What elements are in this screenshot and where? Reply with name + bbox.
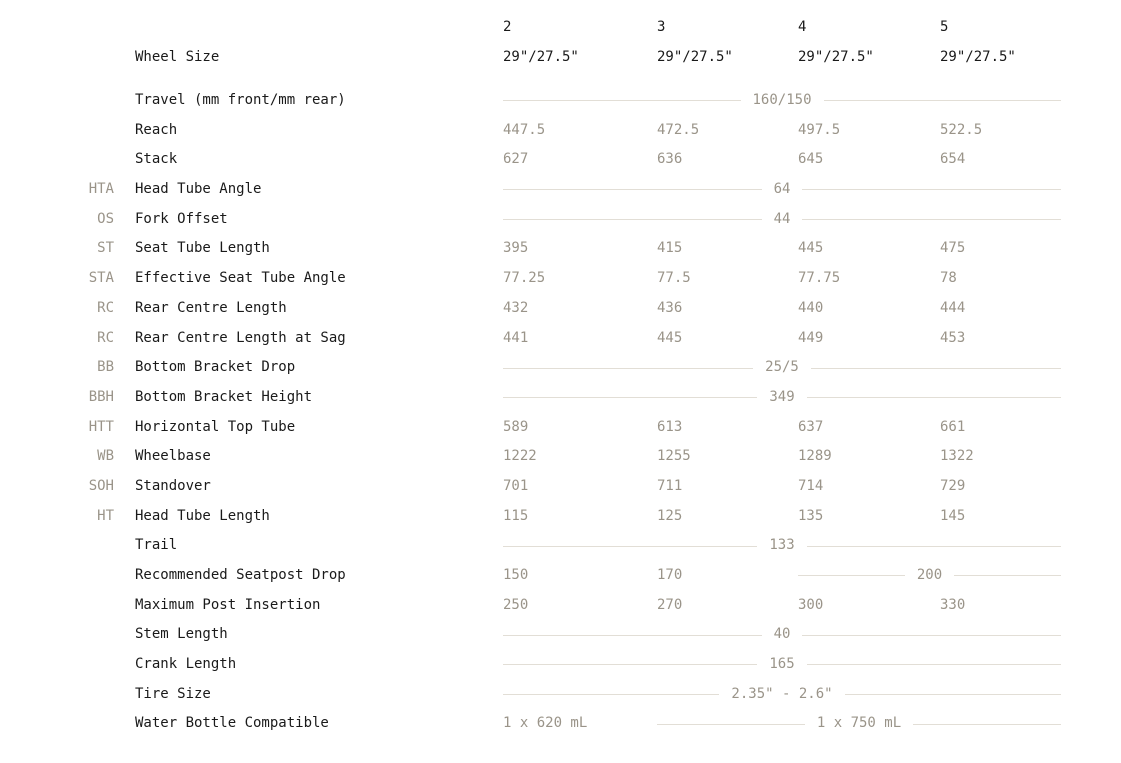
row-value: 170 (657, 567, 683, 583)
row-label: Bottom Bracket Height (135, 388, 313, 405)
table-row (0, 650, 1121, 680)
row-value: 436 (657, 299, 683, 316)
table-row (0, 680, 1121, 710)
row-value: 270 (657, 596, 683, 613)
table-row (0, 591, 1121, 621)
table-row (0, 620, 1121, 650)
spanned-value (503, 205, 1061, 235)
table-row (0, 442, 1121, 472)
size-header-cell: 5 (940, 19, 949, 35)
spanned-value (503, 620, 1061, 650)
row-value: 330 (940, 596, 966, 613)
row-value: 627 (503, 151, 529, 168)
row-value: 150 (503, 567, 529, 583)
row-label: Tire Size (135, 685, 211, 702)
row-label: Horizontal Top Tube (135, 418, 296, 435)
row-abbreviation: RC (97, 299, 114, 316)
row-label: Trail (135, 537, 178, 554)
row-value: 125 (657, 507, 683, 524)
row-label: Water Bottle Compatible (135, 715, 329, 732)
spanned-value-text: 200 (916, 567, 943, 583)
table-row (0, 561, 1121, 591)
spanned-value (503, 531, 1061, 561)
row-value: 415 (657, 240, 683, 257)
spanned-value-text: 44 (773, 210, 791, 227)
row-value: 445 (657, 329, 683, 346)
row-value: 636 (657, 151, 683, 168)
spanned-value-text: 25/5 (765, 359, 799, 376)
spanned-value-text: 133 (769, 537, 795, 554)
row-abbreviation: HTT (88, 418, 114, 435)
spanned-value (798, 561, 1061, 591)
row-value: 449 (798, 329, 824, 346)
row-label: Wheel Size (135, 49, 220, 65)
table-row (0, 353, 1121, 383)
row-label: Stem Length (135, 626, 228, 643)
table-row (0, 116, 1121, 146)
size-header-cell: 3 (657, 19, 666, 35)
spanned-value (503, 86, 1061, 116)
spanned-value-text: 165 (769, 656, 795, 673)
row-label: Stack (135, 151, 178, 168)
spanned-value (657, 709, 1061, 739)
row-value: 729 (940, 477, 966, 494)
row-value: 432 (503, 299, 529, 316)
row-value: 444 (940, 299, 966, 316)
row-value: 453 (940, 329, 966, 346)
row-value: 395 (503, 240, 529, 257)
row-label: Head Tube Angle (135, 181, 262, 198)
row-value: 654 (940, 151, 966, 168)
spanned-value-text: 349 (769, 388, 795, 405)
row-abbreviation: BB (97, 359, 114, 376)
row-value: 701 (503, 477, 529, 494)
row-value: 77.5 (657, 270, 691, 287)
row-abbreviation: OS (97, 210, 114, 227)
row-value: 447.5 (503, 121, 546, 138)
wheel-size-row (0, 42, 1121, 86)
table-row (0, 175, 1121, 205)
row-value: 589 (503, 418, 529, 435)
row-value: 77.25 (503, 270, 546, 287)
row-label: Recommended Seatpost Drop (135, 567, 346, 583)
row-label: Travel (mm front/mm rear) (135, 92, 346, 108)
row-value: 1 x 620 mL (503, 715, 588, 732)
row-label: Effective Seat Tube Angle (135, 270, 346, 287)
row-value: 1255 (657, 448, 691, 465)
row-label: Seat Tube Length (135, 240, 270, 257)
row-value: 445 (798, 240, 824, 257)
spanned-value-text: 2.35" - 2.6" (731, 685, 833, 702)
row-value: 300 (798, 596, 824, 613)
table-row (0, 294, 1121, 324)
row-value: 135 (798, 507, 824, 524)
table-row (0, 86, 1121, 116)
row-abbreviation: HT (97, 507, 114, 524)
table-row (0, 205, 1121, 235)
row-value: 472.5 (657, 121, 700, 138)
row-value: 77.75 (798, 270, 841, 287)
row-value: 29"/27.5" (657, 49, 733, 65)
row-value: 522.5 (940, 121, 983, 138)
table-row (0, 709, 1121, 739)
size-header-row (0, 12, 1121, 42)
row-value: 145 (940, 507, 966, 524)
row-label: Reach (135, 121, 178, 138)
row-value: 440 (798, 299, 824, 316)
spanned-value (503, 650, 1061, 680)
row-abbreviation: STA (88, 270, 114, 287)
row-label: Rear Centre Length at Sag (135, 329, 346, 346)
row-label: Standover (135, 477, 211, 494)
size-header-cell: 2 (503, 19, 512, 35)
row-label: Fork Offset (135, 210, 228, 227)
row-value: 29"/27.5" (503, 49, 579, 65)
table-row (0, 324, 1121, 354)
size-header-cell: 4 (798, 19, 807, 35)
spanned-value (503, 175, 1061, 205)
table-row (0, 502, 1121, 532)
row-value: 645 (798, 151, 824, 168)
table-row (0, 145, 1121, 175)
geometry-table (0, 12, 1121, 739)
table-row (0, 531, 1121, 561)
row-value: 441 (503, 329, 529, 346)
row-value: 613 (657, 418, 683, 435)
spanned-value-text: 40 (773, 626, 791, 643)
row-value: 78 (940, 270, 957, 287)
row-abbreviation: WB (97, 448, 114, 465)
row-value: 29"/27.5" (940, 49, 1016, 65)
row-abbreviation: SOH (88, 477, 114, 494)
row-label: Head Tube Length (135, 507, 270, 524)
row-value: 250 (503, 596, 529, 613)
row-value: 1222 (503, 448, 537, 465)
row-label: Crank Length (135, 656, 237, 673)
row-value: 1289 (798, 448, 832, 465)
spanned-value (503, 353, 1061, 383)
row-label: Wheelbase (135, 448, 211, 465)
spanned-value-text: 64 (773, 181, 791, 198)
table-row (0, 264, 1121, 294)
row-label: Maximum Post Insertion (135, 596, 321, 613)
row-value: 475 (940, 240, 966, 257)
row-value: 661 (940, 418, 966, 435)
table-row (0, 383, 1121, 413)
row-abbreviation: ST (97, 240, 114, 257)
row-label: Rear Centre Length (135, 299, 287, 316)
row-value: 711 (657, 477, 683, 494)
spanned-value-text: 160/150 (752, 92, 812, 108)
row-abbreviation: HTA (88, 181, 114, 198)
row-value: 29"/27.5" (798, 49, 874, 65)
row-value: 115 (503, 507, 529, 524)
table-row (0, 413, 1121, 443)
row-label: Bottom Bracket Drop (135, 359, 296, 376)
table-row (0, 472, 1121, 502)
geometry-rows (0, 86, 1121, 739)
row-value: 714 (798, 477, 824, 494)
row-value: 637 (798, 418, 824, 435)
spanned-value-text: 1 x 750 mL (816, 715, 902, 732)
table-row (0, 234, 1121, 264)
spanned-value (503, 383, 1061, 413)
row-value: 1322 (940, 448, 974, 465)
row-abbreviation: RC (97, 329, 114, 346)
row-value: 497.5 (798, 121, 841, 138)
spanned-value (503, 680, 1061, 710)
row-abbreviation: BBH (88, 388, 114, 405)
